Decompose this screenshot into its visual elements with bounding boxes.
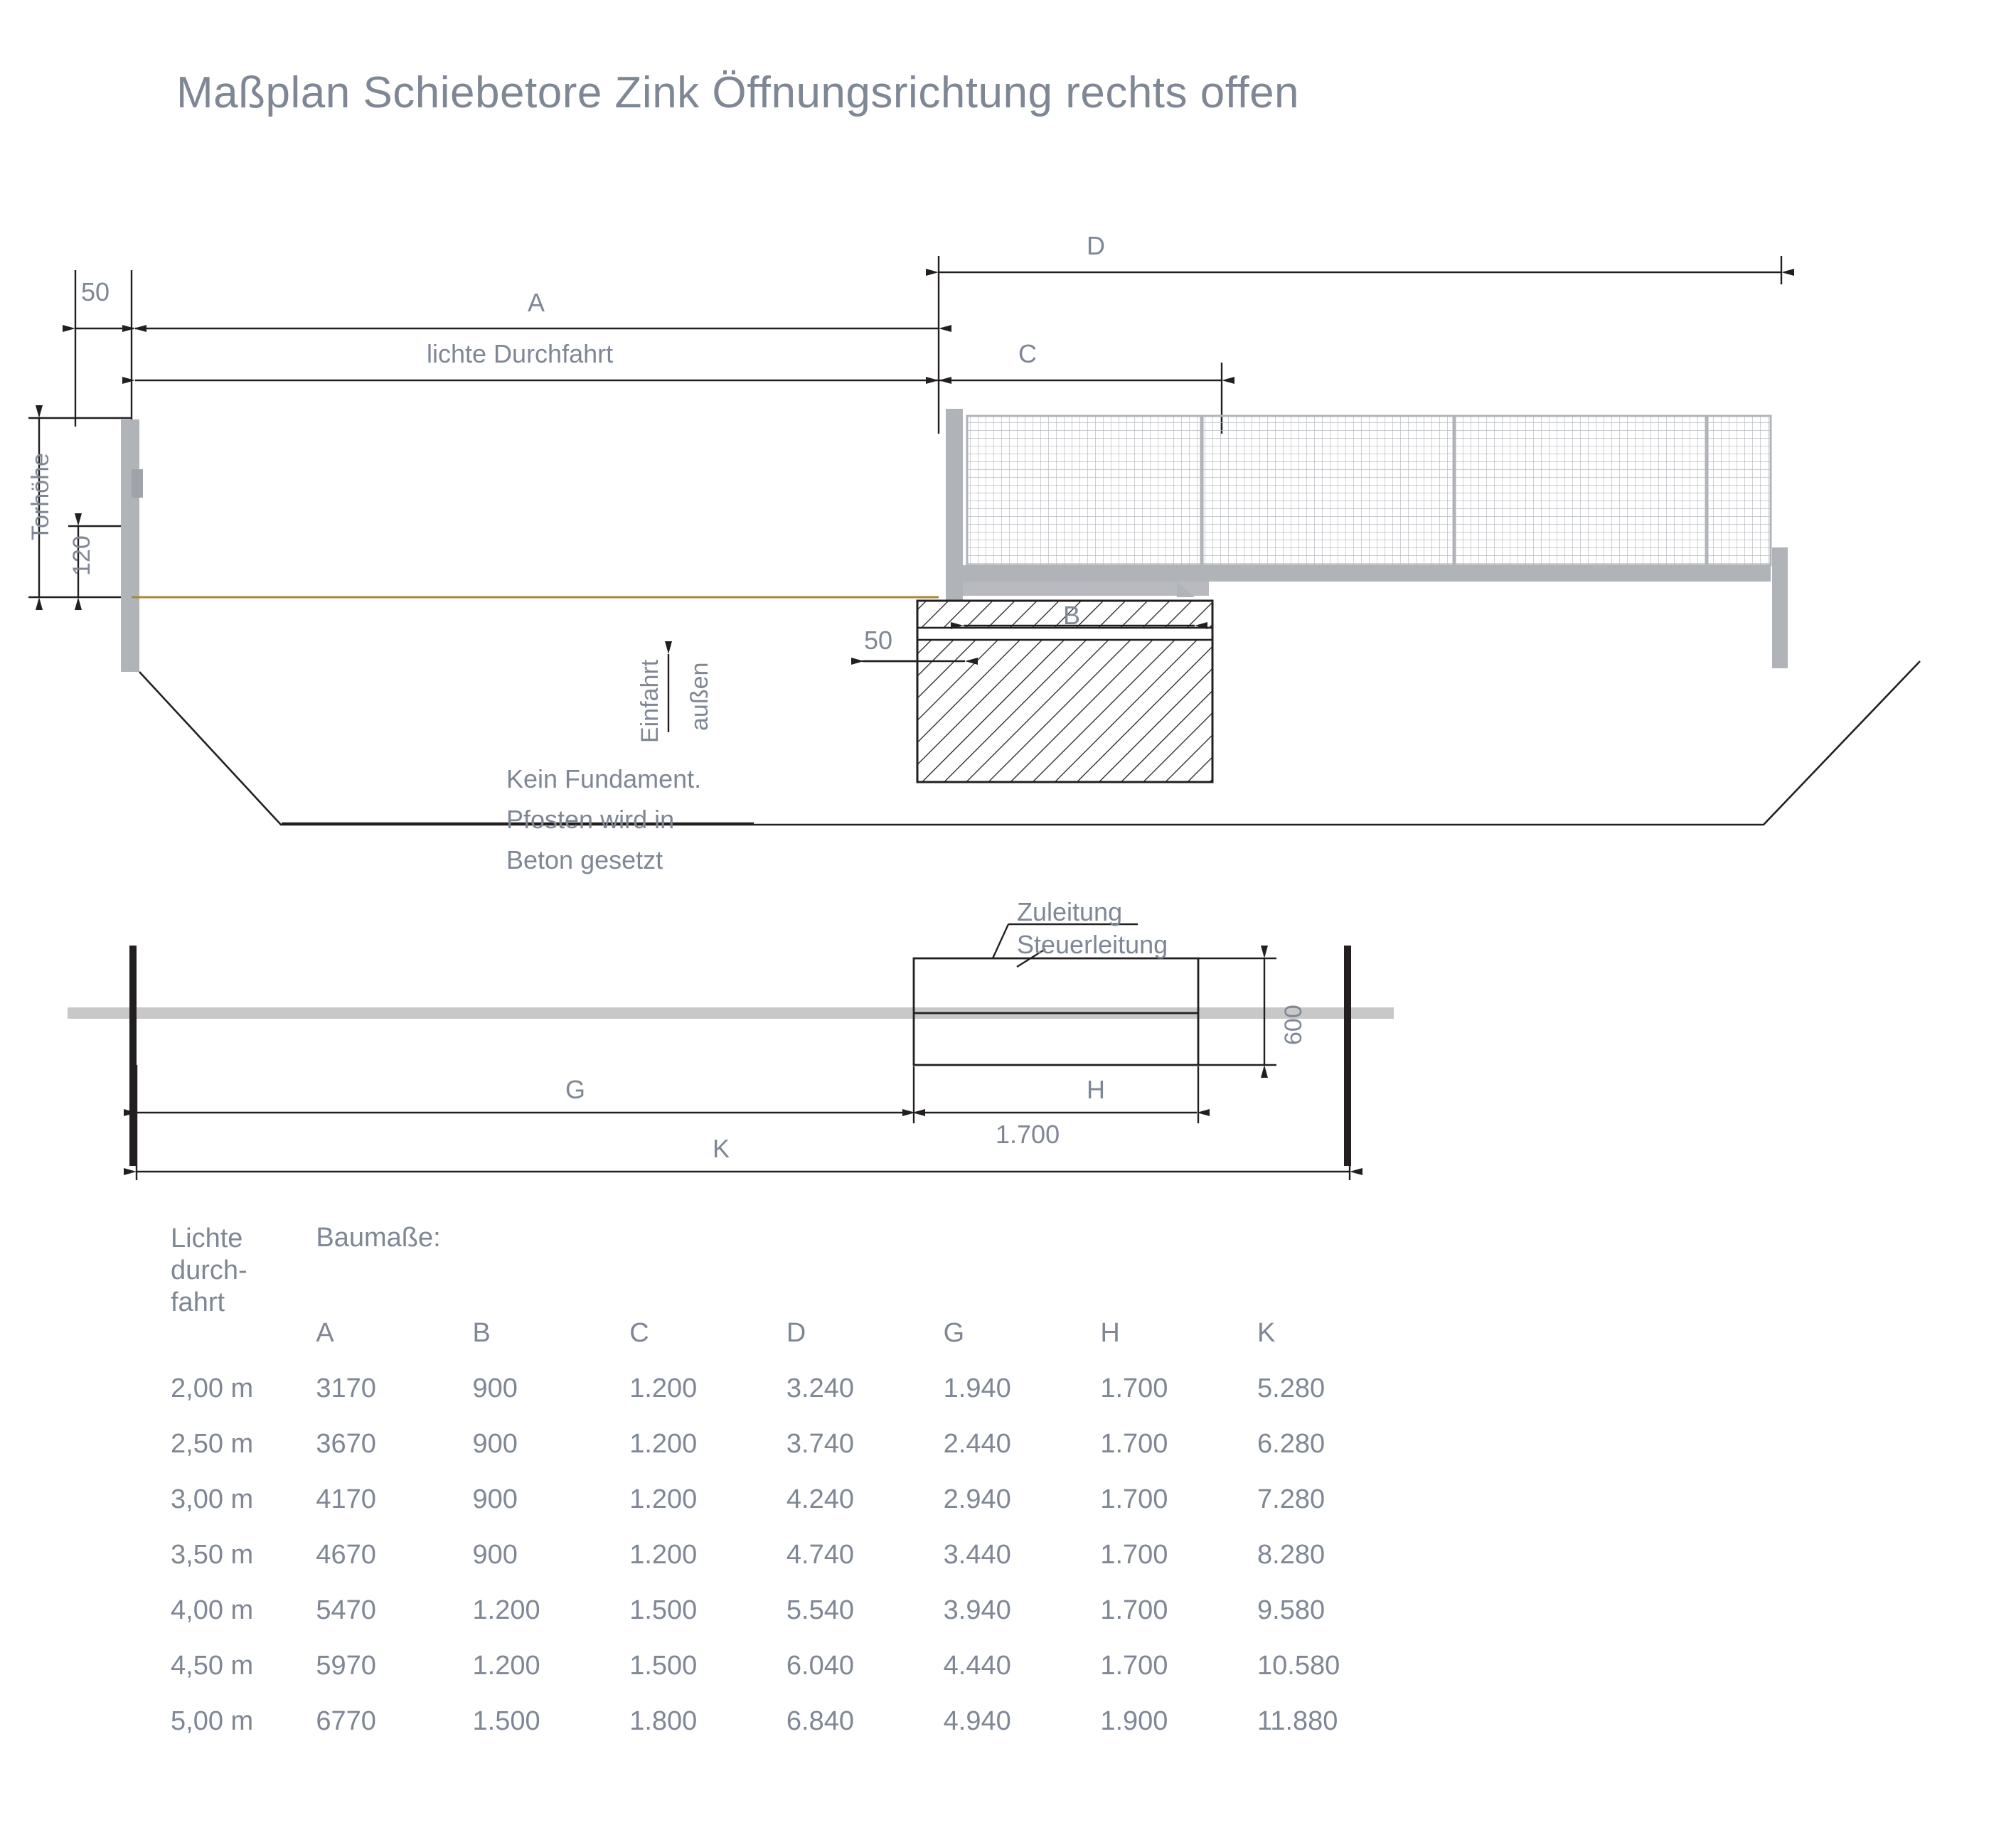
cell-K: 11.880	[1257, 1706, 1338, 1737]
cell-G: 2.940	[943, 1484, 1011, 1515]
cell-G: 3.440	[943, 1540, 1011, 1570]
dim-label-B: B	[1063, 601, 1081, 630]
cell-C: 1.200	[629, 1374, 698, 1404]
cell-D: 3.240	[786, 1374, 855, 1404]
table-header-lichte-durchfahrt	[171, 1223, 316, 1318]
cell-G: 4.440	[943, 1651, 1011, 1681]
column-header-C: C	[629, 1318, 649, 1349]
table-row	[171, 1706, 1415, 1762]
note-line-2: Pfosten wird in	[506, 805, 675, 834]
cell-lichte: 3,00 m	[171, 1484, 254, 1515]
cell-A: 5970	[316, 1651, 376, 1681]
label-zuleitung: Zuleitung	[1017, 897, 1123, 926]
cell-lichte: 2,00 m	[171, 1374, 254, 1404]
cell-C: 1.200	[629, 1540, 698, 1570]
dim-label-600: 600	[1280, 1005, 1307, 1045]
column-header-D: D	[786, 1318, 806, 1349]
table-subheader-row	[171, 1318, 1415, 1374]
cell-B: 1.200	[472, 1651, 540, 1681]
cell-D: 6.040	[786, 1651, 855, 1681]
cell-D: 6.840	[786, 1706, 855, 1737]
note-line-3: Beton gesetzt	[506, 845, 663, 874]
table-header-row	[171, 1223, 1415, 1318]
cell-lichte: 4,00 m	[171, 1595, 254, 1626]
label-einfahrt: Einfahrt	[636, 659, 663, 743]
dim-label-50-left: 50	[81, 277, 110, 306]
dim-label-120: 120	[68, 535, 95, 576]
dim-label-lichte-durchfahrt: lichte Durchfahrt	[427, 339, 614, 368]
cell-K: 5.280	[1257, 1374, 1326, 1404]
table-row	[171, 1429, 1415, 1484]
dim-label-H: H	[1087, 1075, 1105, 1104]
cell-D: 5.540	[786, 1595, 855, 1626]
table-row	[171, 1595, 1415, 1651]
dim-label-K: K	[713, 1134, 730, 1163]
label-aussen: außen	[686, 662, 713, 731]
table-row	[171, 1540, 1415, 1595]
cell-A: 4670	[316, 1540, 376, 1570]
header-baumasse-text: Baumaße:	[316, 1223, 441, 1253]
cell-lichte: 5,00 m	[171, 1706, 254, 1737]
cell-H: 1.700	[1100, 1429, 1168, 1460]
dimension-table	[171, 1223, 1415, 1762]
cell-B: 900	[472, 1374, 518, 1404]
cell-H: 1.700	[1100, 1540, 1168, 1570]
dim-label-G: G	[565, 1075, 586, 1104]
header-lichte-line3: fahrt	[171, 1287, 225, 1317]
cell-B: 1.200	[472, 1595, 540, 1626]
cell-A: 6770	[316, 1706, 376, 1737]
label-steuerleitung: Steuerleitung	[1017, 930, 1168, 959]
cell-K: 8.280	[1257, 1540, 1326, 1570]
cell-C: 1.200	[629, 1484, 698, 1515]
cell-K: 10.580	[1257, 1651, 1340, 1681]
cell-G: 4.940	[943, 1706, 1011, 1737]
dim-label-D: D	[1087, 231, 1105, 260]
dim-label-C: C	[1018, 339, 1037, 368]
table-row	[171, 1651, 1415, 1706]
cell-B: 900	[472, 1484, 518, 1515]
cell-A: 5470	[316, 1595, 376, 1626]
cell-C: 1.500	[629, 1651, 698, 1681]
cell-K: 7.280	[1257, 1484, 1326, 1515]
cell-G: 1.940	[943, 1374, 1011, 1404]
dim-label-torhoehe: Torhöhe	[27, 453, 54, 540]
dim-label-50-bottom: 50	[864, 626, 893, 655]
cell-lichte: 3,50 m	[171, 1540, 254, 1570]
column-header-H: H	[1100, 1318, 1120, 1349]
cell-H: 1.900	[1100, 1706, 1168, 1737]
column-header-K: K	[1257, 1318, 1276, 1349]
table-row	[171, 1374, 1415, 1429]
cell-B: 1.500	[472, 1706, 540, 1737]
table-header-baumasse	[316, 1223, 1415, 1318]
cell-C: 1.800	[629, 1706, 698, 1737]
cell-C: 1.500	[629, 1595, 698, 1626]
column-header-B: B	[472, 1318, 491, 1349]
cell-D: 3.740	[786, 1429, 855, 1460]
header-lichte-line1: Lichte	[171, 1224, 243, 1253]
cell-A: 3170	[316, 1374, 376, 1404]
cell-H: 1.700	[1100, 1595, 1168, 1626]
cell-K: 6.280	[1257, 1429, 1326, 1460]
cell-G: 2.440	[943, 1429, 1011, 1460]
column-header-A: A	[316, 1318, 334, 1349]
cell-B: 900	[472, 1540, 518, 1570]
cell-C: 1.200	[629, 1429, 698, 1460]
note-line-1: Kein Fundament.	[506, 764, 702, 793]
column-header-G: G	[943, 1318, 965, 1349]
cell-K: 9.580	[1257, 1595, 1326, 1626]
cell-G: 3.940	[943, 1595, 1011, 1626]
cell-B: 900	[472, 1429, 518, 1460]
cell-D: 4.240	[786, 1484, 855, 1515]
cell-D: 4.740	[786, 1540, 855, 1570]
page-title: Maßplan Schiebetore Zink Öffnungsrichtung rechts offen	[176, 68, 1300, 117]
cell-A: 4170	[316, 1484, 376, 1515]
cell-lichte: 2,50 m	[171, 1429, 254, 1460]
header-lichte-line2: durch-	[171, 1255, 247, 1285]
dim-label-1700: 1.700	[996, 1120, 1060, 1149]
cell-A: 3670	[316, 1429, 376, 1460]
cell-H: 1.700	[1100, 1374, 1168, 1404]
table-row	[171, 1484, 1415, 1540]
cell-lichte: 4,50 m	[171, 1651, 254, 1681]
subheader-spacer	[171, 1318, 316, 1374]
cell-H: 1.700	[1100, 1484, 1168, 1515]
cell-H: 1.700	[1100, 1651, 1168, 1681]
dimension-table-wrapper	[171, 1223, 1415, 1762]
dim-label-A: A	[528, 288, 545, 317]
